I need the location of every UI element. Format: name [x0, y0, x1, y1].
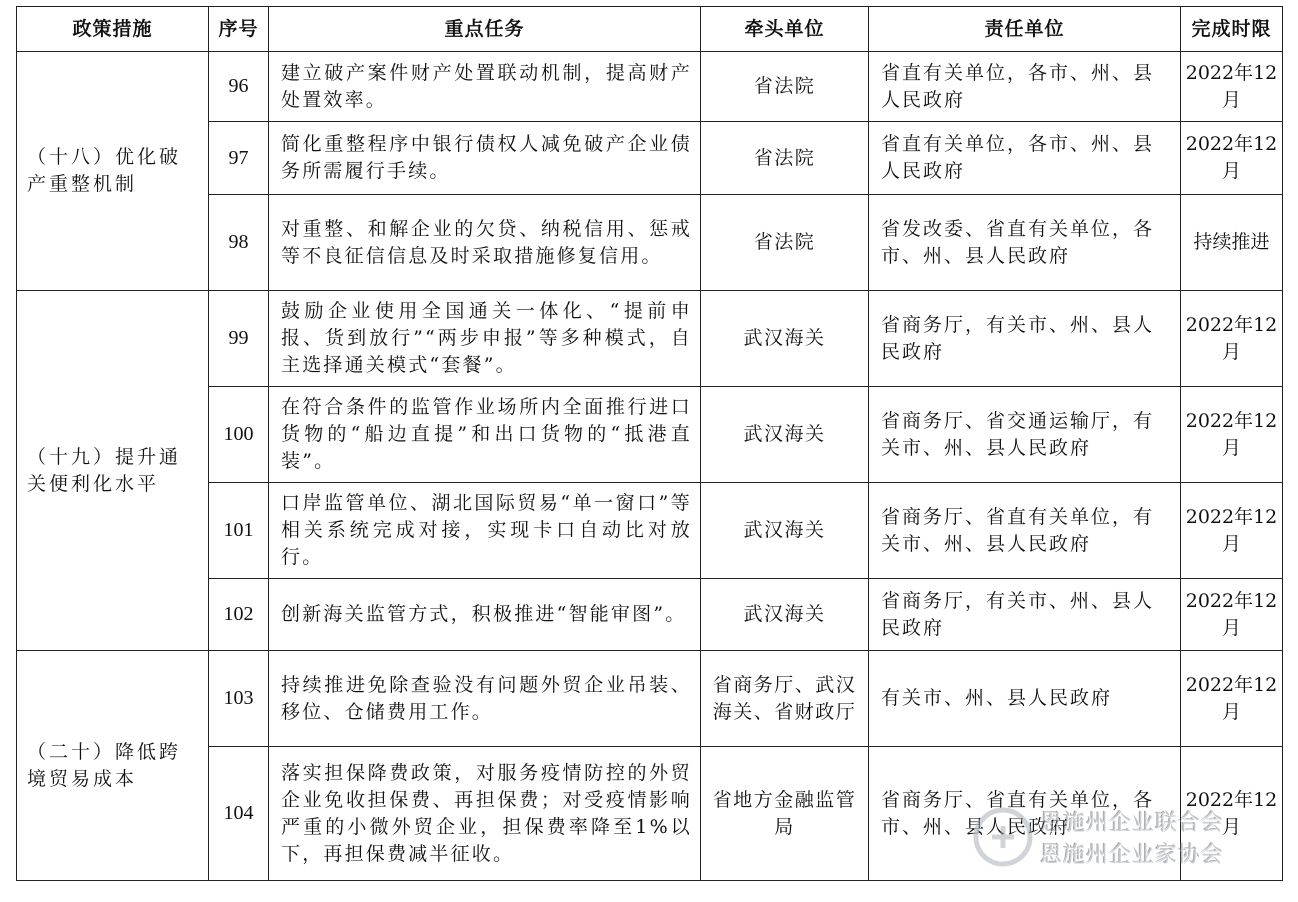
resp-cell: 省商务厅，有关市、州、县人民政府: [869, 579, 1181, 651]
table-row: [17, 52, 1283, 122]
resp-cell: 省直有关单位，各市、州、县人民政府: [869, 122, 1181, 195]
seq-cell: 101: [209, 483, 269, 579]
measure-cell: （二十）降低跨境贸易成本: [17, 651, 209, 881]
resp-cell: 省商务厅，有关市、州、县人民政府: [869, 291, 1181, 387]
deadline-cell: 2022年12月: [1181, 579, 1283, 651]
seq-cell: 100: [209, 387, 269, 483]
header-deadline: 完成时限: [1181, 7, 1283, 52]
deadline-cell: 2022年12月: [1181, 291, 1283, 387]
measure-cell: （十九）提升通关便利化水平: [17, 291, 209, 651]
deadline-cell: 2022年12月: [1181, 483, 1283, 579]
task-cell: 建立破产案件财产处置联动机制，提高财产处置效率。: [269, 52, 701, 122]
header-measure: 政策措施: [17, 7, 209, 52]
resp-cell: 省商务厅、省直有关单位，有关市、州、县人民政府: [869, 483, 1181, 579]
watermark-line-1: 恩施州企业联合会: [1040, 811, 1225, 836]
deadline-cell: 2022年12月: [1181, 387, 1283, 483]
watermark-line-2: 恩施州企业家协会: [1040, 843, 1225, 868]
deadline-cell: 2022年12月: [1181, 747, 1283, 881]
task-cell: 简化重整程序中银行债权人减免破产企业债务所需履行手续。: [269, 122, 701, 195]
task-cell: 在符合条件的监管作业场所内全面推行进口货物的“船边直提”和出口货物的“抵港直装”。: [269, 387, 701, 483]
table-header-row: [17, 7, 1283, 52]
deadline-cell: 2022年12月: [1181, 52, 1283, 122]
lead-cell: 武汉海关: [701, 387, 869, 483]
header-task: 重点任务: [269, 7, 701, 52]
lead-cell: 省地方金融监管局: [701, 747, 869, 881]
task-cell: 创新海关监管方式，积极推进“智能审图”。: [269, 579, 701, 651]
header-resp: 责任单位: [869, 7, 1181, 52]
task-cell: 口岸监管单位、湖北国际贸易“单一窗口”等相关系统完成对接，实现卡口自动比对放行。: [269, 483, 701, 579]
resp-cell: 省商务厅、省直有关单位，各市、州、县人民政府: [869, 747, 1181, 881]
lead-cell: 武汉海关: [701, 483, 869, 579]
task-cell: 鼓励企业使用全国通关一体化、“提前申报、货到放行”“两步申报”等多种模式，自主选择通关模式“套餐”。: [269, 291, 701, 387]
seq-cell: 97: [209, 122, 269, 195]
resp-cell: 省发改委、省直有关单位，各市、州、县人民政府: [869, 195, 1181, 291]
lead-cell: 省法院: [701, 122, 869, 195]
deadline-cell: 持续推进: [1181, 195, 1283, 291]
seq-cell: 104: [209, 747, 269, 881]
resp-cell: 省直有关单位，各市、州、县人民政府: [869, 52, 1181, 122]
deadline-cell: 2022年12月: [1181, 122, 1283, 195]
seq-cell: 98: [209, 195, 269, 291]
task-cell: 持续推进免除查验没有问题外贸企业吊装、移位、仓储费用工作。: [269, 651, 701, 747]
seq-cell: 99: [209, 291, 269, 387]
seq-cell: 96: [209, 52, 269, 122]
lead-cell: 省商务厅、武汉海关、省财政厅: [701, 651, 869, 747]
table-row: [17, 291, 1283, 387]
table-row: [17, 651, 1283, 747]
task-cell: 对重整、和解企业的欠贷、纳税信用、惩戒等不良征信信息及时采取措施修复信用。: [269, 195, 701, 291]
header-lead: 牵头单位: [701, 7, 869, 52]
measure-cell: （十八）优化破产重整机制: [17, 52, 209, 291]
seq-cell: 103: [209, 651, 269, 747]
resp-cell: 有关市、州、县人民政府: [869, 651, 1181, 747]
task-cell: 落实担保降费政策，对服务疫情防控的外贸企业免收担保费、再担保费；对受疫情影响严重的小微外贸企业，担保费率降至1%以下，再担保费减半征收。: [269, 747, 701, 881]
lead-cell: 省法院: [701, 195, 869, 291]
lead-cell: 省法院: [701, 52, 869, 122]
deadline-cell: 2022年12月: [1181, 651, 1283, 747]
lead-cell: 武汉海关: [701, 291, 869, 387]
policy-table: [16, 6, 1283, 881]
seq-cell: 102: [209, 579, 269, 651]
header-seq: 序号: [209, 7, 269, 52]
resp-cell: 省商务厅、省交通运输厅，有关市、州、县人民政府: [869, 387, 1181, 483]
lead-cell: 武汉海关: [701, 579, 869, 651]
